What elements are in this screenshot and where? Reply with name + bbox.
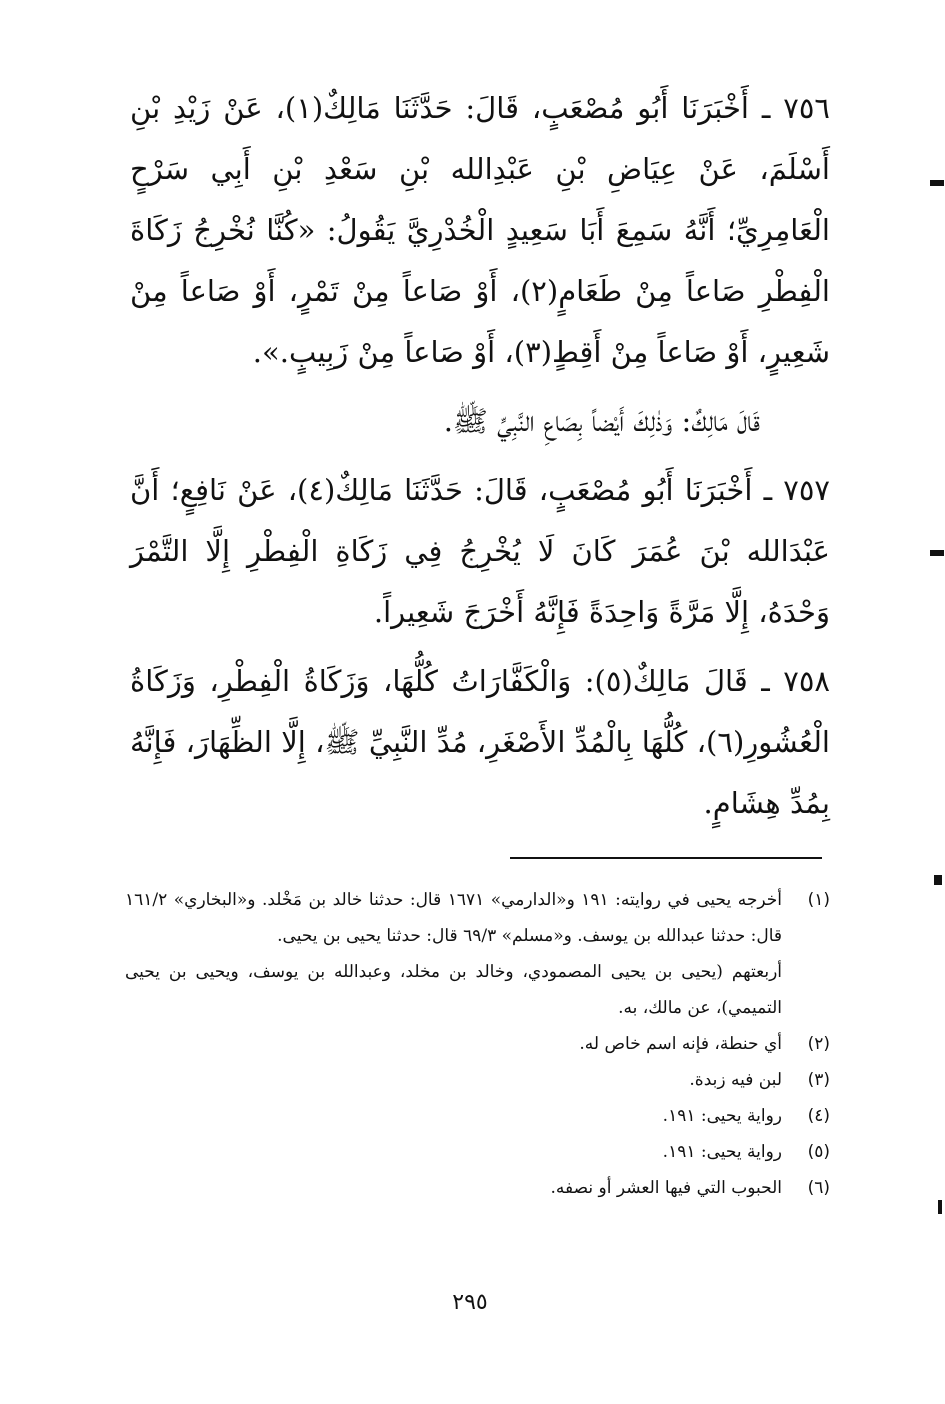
page-number: ٢٩٥ bbox=[452, 1290, 488, 1315]
footnote-1-continuation: أربعتهم (يحيى بن يحيى المصمودي، وخالد بن مخلد، وعبدالله بن يوسف، ويحيى بن يحيى التميمي)، عن مالك، به. bbox=[125, 962, 782, 1018]
footnote-text: أخرجه يحيى في روايته: ١٩١ و«الدارمي» ١٦٧١ قال: حدثنا خالد بن مَخْلد. و«البخاري» ١٦١/٢ قال: حدثنا عبدالله بن يوسف. و«مسلم» ٦٩/٣ قال: حدثنا يحيى بن يحيى. bbox=[125, 890, 782, 946]
hadith-758: ٧٥٨ ـ قَالَ مَالِكٌ(٥): وَالْكَفَّارَاتُ كُلُّهَا، وَزَكَاةُ الْفِطْرِ، وَزَكَاةُ الْعُشُورِ(٦)، كُلُّهَا بِالْمُدِّ الأَصْغَرِ، مُدِّ النَّبِيِّ ﷺ، إِلَّا الظِّهَارَ، فَإِنَّهُ بِمُدِّ هِشَامٍ. bbox=[130, 664, 830, 820]
scan-mark bbox=[934, 875, 942, 885]
footnote-mark: (١) bbox=[807, 890, 830, 910]
footnote-text: أي حنطة، فإنه اسم خاص له. bbox=[579, 1034, 782, 1054]
footnote-5 bbox=[125, 1134, 830, 1170]
footnote-text: رواية يحيى: ١٩١. bbox=[662, 1106, 782, 1126]
footnote-text: لبن فيه زبدة. bbox=[689, 1070, 782, 1090]
footnote-text: الحبوب التي فيها العشر أو نصفه. bbox=[550, 1178, 782, 1198]
hadith-756: ٧٥٦ ـ أَخْبَرَنَا أَبُو مُصْعَبٍ، قَالَ: حَدَّثَنَا مَالِكٌ(١)، عَنْ زَيْدِ بْنِ أَسْلَمَ، عَنْ عِيَاضِ بْنِ عَبْدِالله بْنِ سَعْدِ بْنِ أَبِي سَرْحٍ الْعَامِرِيِّ؛ أَنَّهُ سَمِعَ أَبَا سَعِيدٍ الْخُدْرِيَّ يَقُولُ: «كُنَّا نُخْرِجُ زَكَاةَ الْفِطْرِ صَاعاً مِنْ طَعَامٍ(٢)، أَوْ صَاعاً مِنْ تَمْرٍ، أَوْ صَاعاً مِنْ شَعِيرٍ، أَوْ صَاعاً مِنْ أَقِطٍ(٣)، أَوْ صَاعاً مِنْ زَبِيبٍ.». bbox=[130, 91, 830, 369]
footnote-mark: (٥) bbox=[807, 1142, 830, 1162]
hadith-757: ٧٥٧ ـ أَخْبَرَنَا أَبُو مُصْعَبٍ، قَالَ: حَدَّثَنَا مَالِكٌ(٤)، عَنْ نَافِعٍ؛ أَنَّ عَبْدَالله بْنَ عُمَرَ كَانَ لَا يُخْرِجُ فِي زَكَاةِ الْفِطْرِ إِلَّا التَّمْرَ وَحْدَهُ، إِلَّا مَرَّةً وَاحِدَةً فَإِنَّهُ أَخْرَجَ شَعِيراً. bbox=[130, 473, 830, 629]
main-text bbox=[130, 78, 830, 842]
footnote-separator bbox=[510, 857, 822, 859]
footnote-3 bbox=[125, 1062, 830, 1098]
scan-mark bbox=[938, 1200, 942, 1214]
footnote-mark: (٤) bbox=[807, 1106, 830, 1126]
footnote-1 bbox=[125, 882, 830, 954]
footnote-mark: (٢) bbox=[807, 1034, 830, 1054]
footnote-text: رواية يحيى: ١٩١. bbox=[662, 1142, 782, 1162]
footnote-mark: (٦) bbox=[807, 1178, 830, 1198]
scan-mark bbox=[930, 180, 944, 186]
footnote-6 bbox=[125, 1170, 830, 1206]
scan-mark bbox=[930, 550, 944, 556]
footnote-4 bbox=[125, 1098, 830, 1134]
footnotes bbox=[125, 882, 830, 1206]
malik-remark: قَالَ مَالِكٌ: وَذٰلِكَ أَيْضاً بِصَاعِ النَّبِيِّ ﷺ. bbox=[443, 404, 760, 438]
footnote-2 bbox=[125, 1026, 830, 1062]
footnote-mark: (٣) bbox=[807, 1070, 830, 1090]
